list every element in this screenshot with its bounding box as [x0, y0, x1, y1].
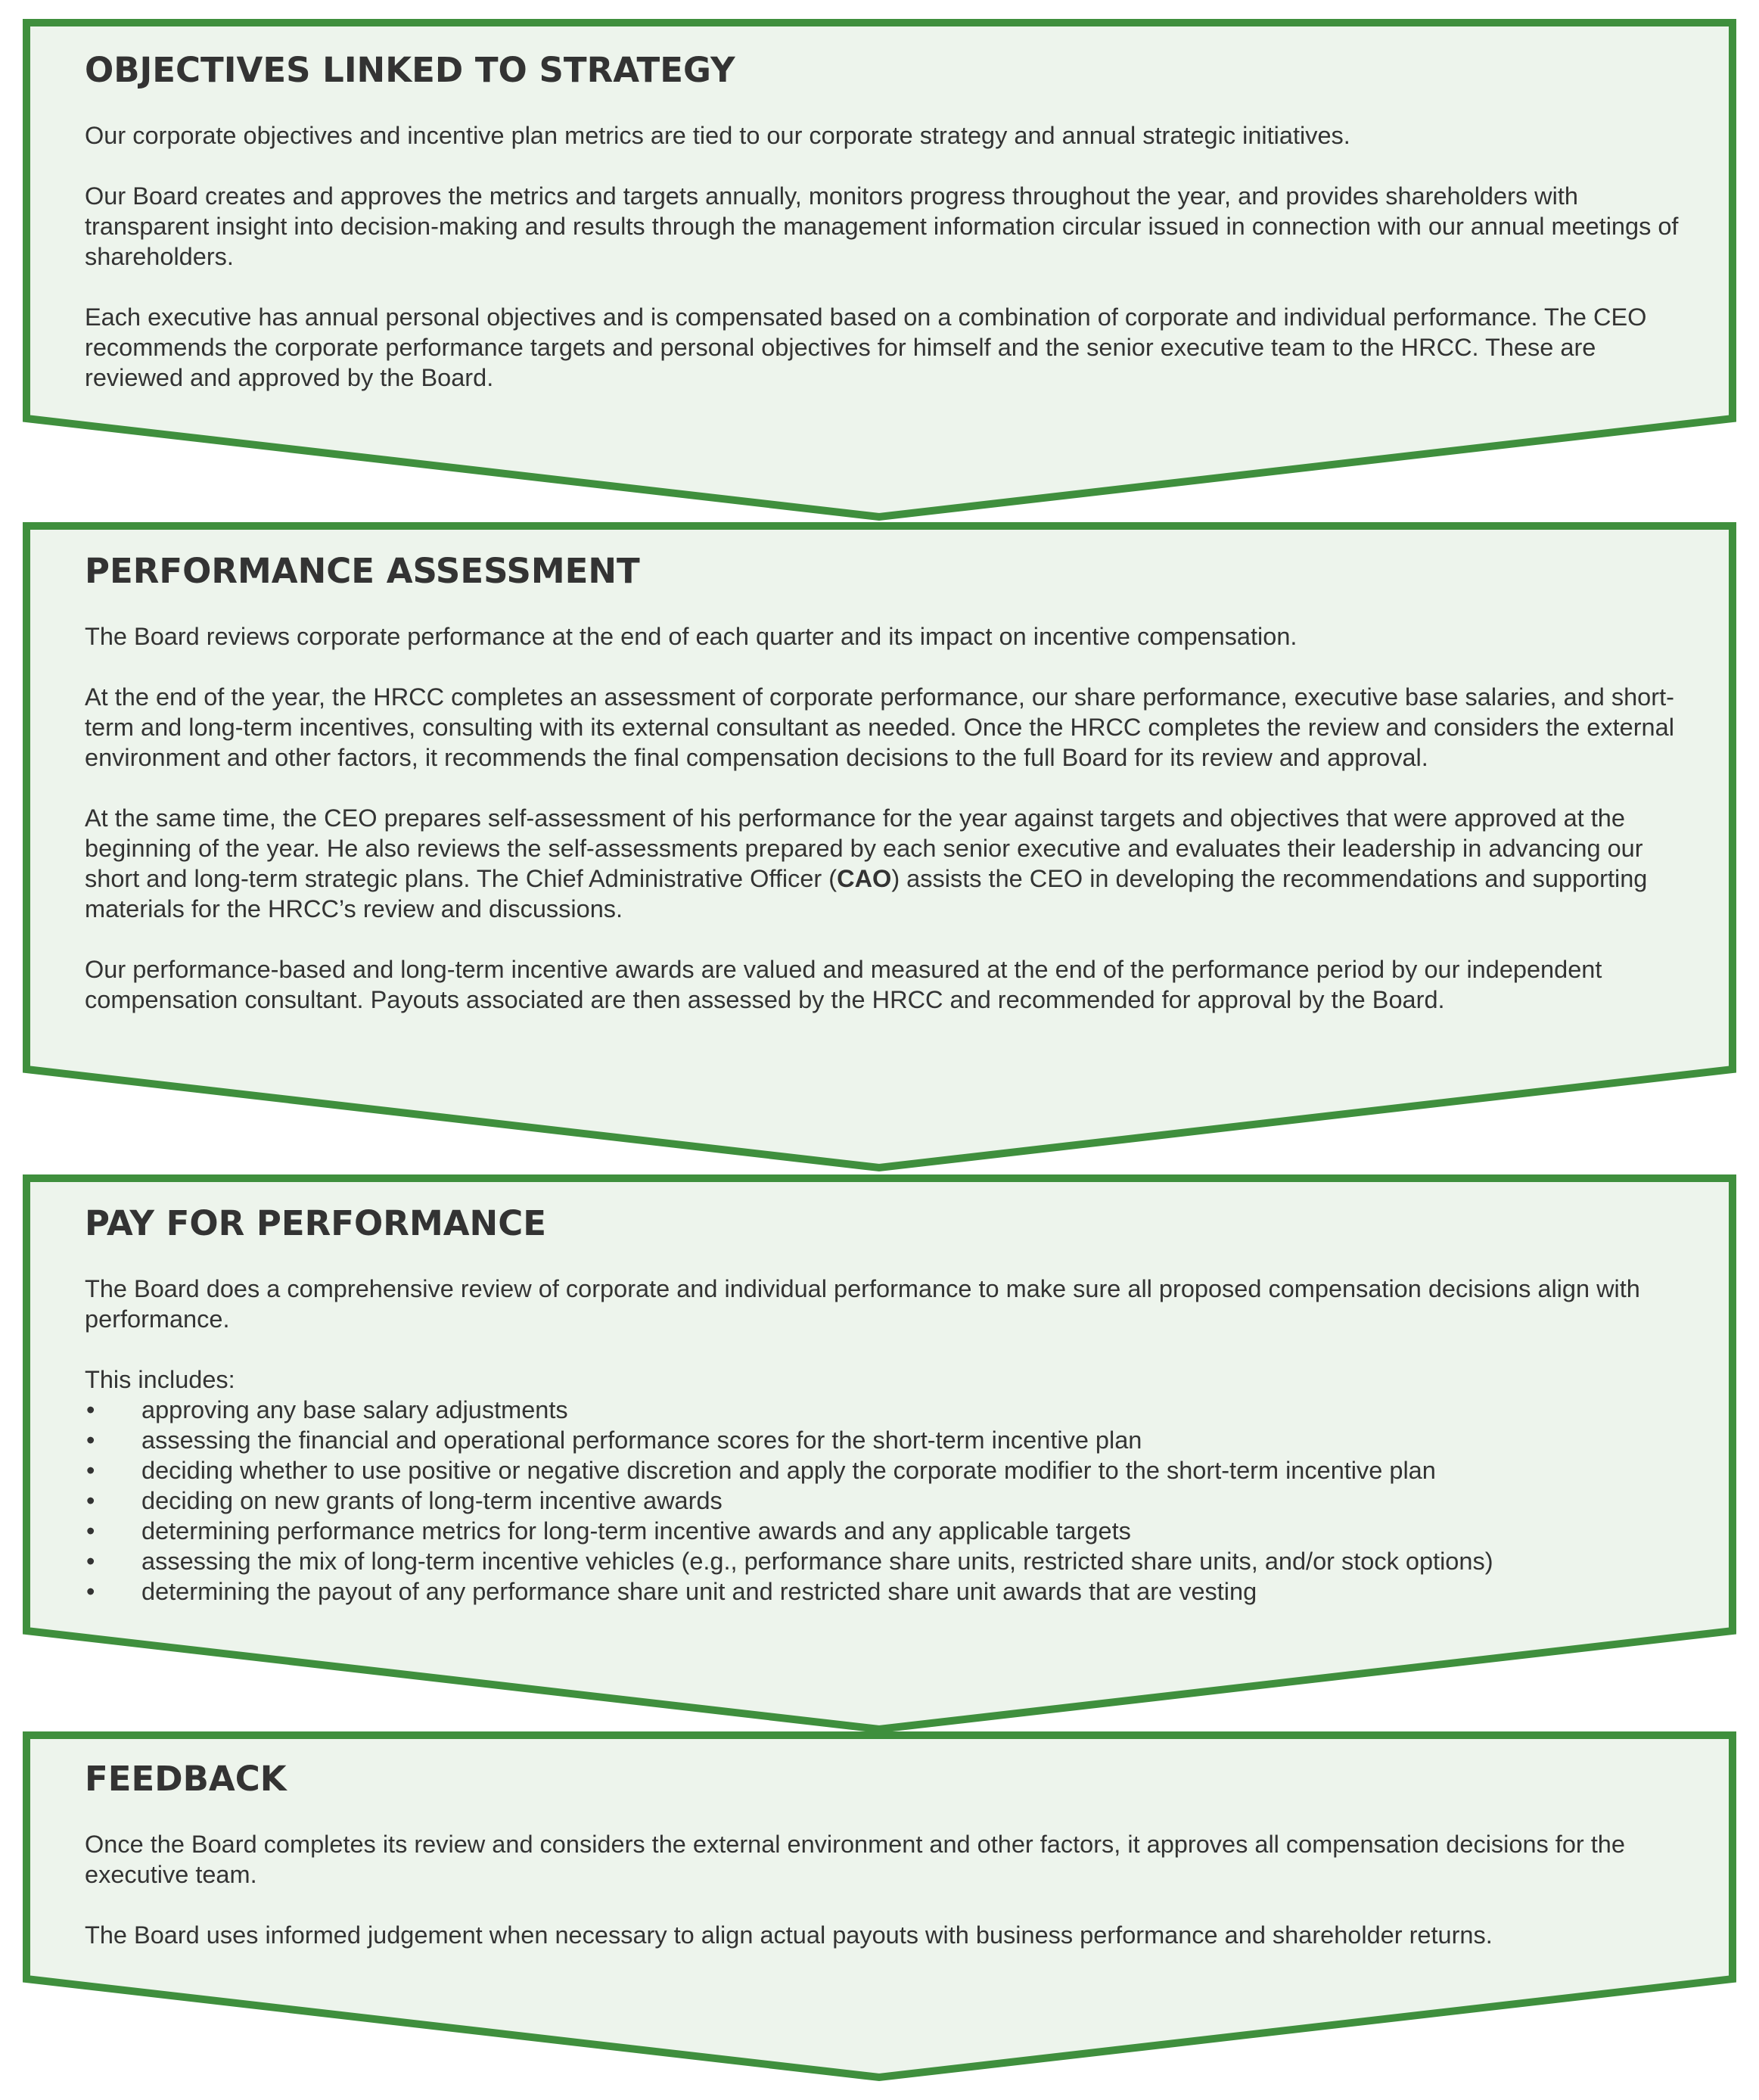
paragraph: The Board reviews corporate performance at the end of each quarter and its impact on incentive compensation. [85, 623, 1297, 650]
section-pay-for-performance [85, 1201, 1696, 1607]
section-title: PERFORMANCE ASSESSMENT [85, 551, 640, 591]
text-span: ) assists the CEO in developing the recommendations and supporting materials for the HRCC’s review and discussions. [85, 865, 1648, 922]
section-feedback [85, 1756, 1696, 1950]
text-span: At the same time, the CEO prepares self-assessment of his performance for the year against targets and objectives that were approved at the beginning of the year. He also reviews the self-assessments prepared by each senior executive and evaluates their leadership in advancing our short and long-term strategic plans. The Chief Administrative Officer ( [85, 804, 1643, 892]
section-body [85, 1274, 1696, 1607]
paragraph: Our corporate objectives and incentive plan metrics are tied to our corporate strategy and annual strategic initiatives. [85, 122, 1350, 149]
list-item: • assessing the financial and operational performance scores for the short-term incentive plan [85, 1425, 1696, 1455]
list-item: • determining the payout of any performance share unit and restricted share unit awards that are vesting [85, 1576, 1696, 1607]
list-item: • approving any base salary adjustments [85, 1395, 1696, 1425]
paragraph-cao [85, 803, 1696, 924]
list-item: • deciding whether to use positive or negative discretion and apply the corporate modifier to the short-term incentive plan [85, 1455, 1696, 1486]
paragraph: At the end of the year, the HRCC completes an assessment of corporate performance, our share performance, executive base salaries, and short-term and long-term incentives, consulting with its external consultant as needed. Once the HRCC completes the review and considers the external environment and other factors, it recommends the final compensation decisions to the full Board for its review and approval. [85, 683, 1674, 771]
cao-abbreviation: CAO [837, 865, 892, 892]
list-intro: This includes: [85, 1366, 235, 1393]
paragraph: Once the Board completes its review and considers the external environment and other factors, it approves all compensation decisions for the executive team. [85, 1831, 1625, 1888]
section-title: PAY FOR PERFORMANCE [85, 1203, 546, 1243]
section-performance-assessment [85, 549, 1696, 1015]
list-item: • determining performance metrics for long-term incentive awards and any applicable targets [85, 1516, 1696, 1546]
section-title: FEEDBACK [85, 1759, 287, 1799]
paragraph: The Board uses informed judgement when necessary to align actual payouts with business performance and shareholder returns. [85, 1921, 1493, 1949]
paragraph: Each executive has annual personal objectives and is compensated based on a combination of corporate and individual performance. The CEO recommends the corporate performance targets and personal objectives for himself and the senior executive team to the HRCC. These are reviewed and approved by the Board. [85, 303, 1647, 391]
paragraph: The Board does a comprehensive review of corporate and individual performance to make sure all proposed compensation decisions align with performance. [85, 1275, 1640, 1333]
section-objectives [85, 48, 1696, 393]
list-item: • deciding on new grants of long-term incentive awards [85, 1486, 1696, 1516]
section-body [85, 621, 1696, 1015]
paragraph: Our performance-based and long-term incentive awards are valued and measured at the end of the performance period by our independent compensation consultant. Payouts associated are then assessed by the HRCC and recommended for approval by the Board. [85, 956, 1602, 1013]
section-title: OBJECTIVES LINKED TO STRATEGY [85, 50, 735, 90]
section-body [85, 1829, 1696, 1950]
bullet-list [85, 1395, 1696, 1607]
section-body [85, 120, 1696, 393]
paragraph: Our Board creates and approves the metrics and targets annually, monitors progress throughout the year, and provides shareholders with transparent insight into decision-making and results through the management information circular issued in connection with our annual meetings of shareholders. [85, 182, 1679, 270]
list-item: • assessing the mix of long-term incentive vehicles (e.g., performance share units, restricted share units, and/or stock options) [85, 1546, 1696, 1576]
